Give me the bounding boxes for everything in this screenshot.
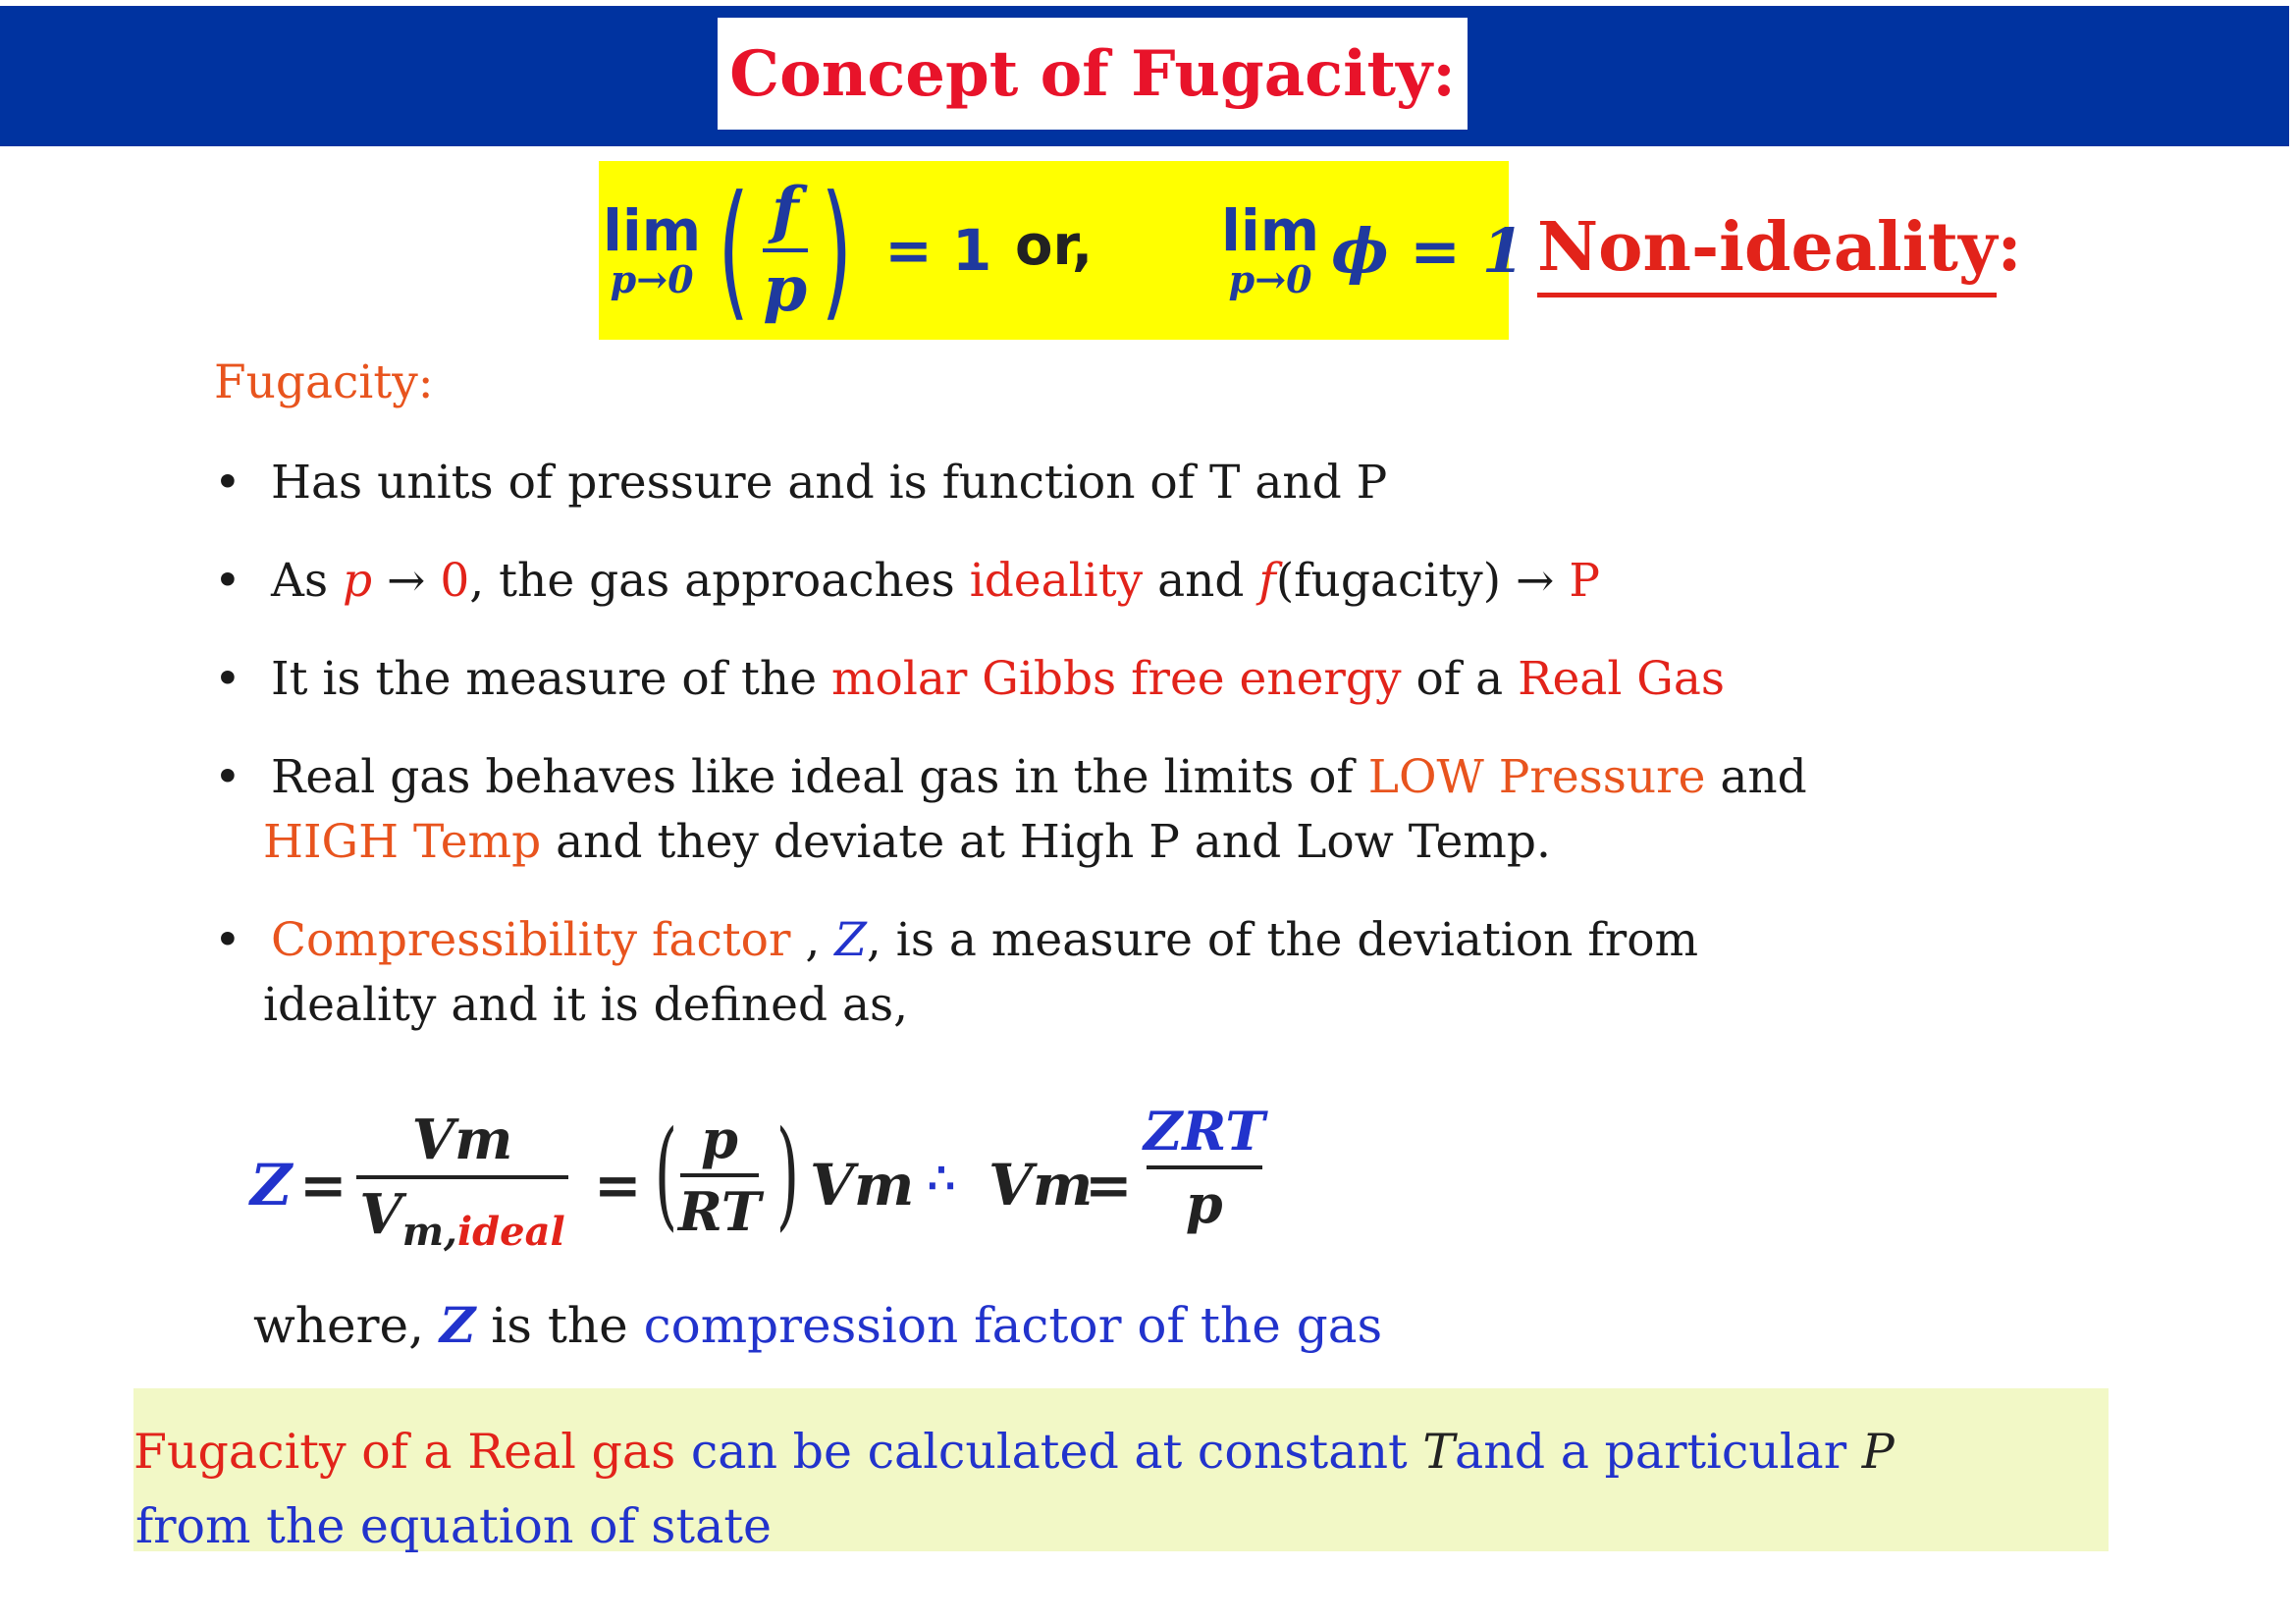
equals-one: = 1	[884, 217, 992, 284]
low-pressure-term: LOW Pressure	[1367, 750, 1706, 804]
P-symbol: P	[1861, 1424, 1895, 1480]
lim-subscript-2: p→0	[1228, 257, 1312, 301]
equals-3: =	[1085, 1152, 1133, 1218]
zero: 0	[440, 554, 470, 608]
bullet-5-continuation: ideality and it is defined as,	[263, 978, 909, 1032]
bullet-2	[214, 548, 1600, 615]
v: V	[359, 1182, 402, 1247]
frac-bar-3	[1147, 1165, 1262, 1169]
bullet-5	[214, 907, 1698, 974]
text: and a particular	[1454, 1424, 1862, 1480]
where-line	[253, 1296, 1382, 1354]
text: Real gas behaves like ideal gas in the limits of	[271, 750, 1368, 804]
bullet-1-text: Has units of pressure and is function of T and P	[271, 456, 1388, 510]
lim-word-2: lim	[1221, 197, 1320, 264]
z-symbol: Z	[439, 1296, 476, 1354]
left-paren-2: (	[654, 1107, 678, 1243]
equals: =	[299, 1152, 347, 1218]
fugacity-heading: Fugacity:	[214, 355, 434, 409]
molar-gibbs-term: molar Gibbs free energy	[830, 652, 1402, 706]
arrow: →	[372, 554, 441, 608]
non-ideality-colon: :	[1997, 208, 2022, 287]
lim-operator	[603, 197, 702, 301]
sub-ideal: ideal	[456, 1209, 565, 1256]
text: can be calculated at constant	[675, 1424, 1423, 1480]
vm-term: Vm	[810, 1152, 915, 1218]
lim-word: lim	[603, 197, 702, 264]
f-over-p	[763, 174, 808, 326]
page-title: Concept of Fugacity:	[729, 36, 1456, 111]
high-temp-term: HIGH Temp	[263, 815, 542, 869]
fugacity-real-gas-term: Fugacity of a Real gas	[133, 1424, 676, 1480]
summary-line-2: from the equation of state	[135, 1498, 773, 1554]
p-denominator: p	[1185, 1172, 1223, 1235]
text: , is a measure of the deviation from	[866, 913, 1699, 967]
title-box	[718, 18, 1468, 130]
text: and they deviate at High P and Low Temp.	[541, 815, 1551, 869]
frac-bar	[356, 1175, 568, 1179]
zrt-over-p	[1144, 1100, 1265, 1235]
limit-formula-left	[603, 165, 991, 336]
summary-line-1	[133, 1424, 1895, 1480]
non-ideality-heading	[1537, 208, 2022, 287]
real-gas-term: Real Gas	[1518, 652, 1725, 706]
bullet-dot: •	[214, 554, 241, 608]
text: where,	[253, 1297, 440, 1354]
frac-bar-2	[680, 1173, 759, 1177]
rt-denominator: RT	[678, 1180, 762, 1243]
sub-m: m,	[401, 1209, 457, 1256]
text: (fugacity) →	[1275, 554, 1570, 608]
text: and	[1705, 750, 1807, 804]
p-symbol: p	[343, 554, 373, 608]
therefore-symbol: ∴	[928, 1154, 955, 1204]
text: , the gas approaches	[469, 554, 970, 608]
compressibility-term: Compressibility factor	[271, 913, 791, 967]
vm-over-vm-ideal	[356, 1108, 568, 1256]
z-lhs: Z	[250, 1152, 293, 1218]
text: ,	[790, 913, 835, 967]
p-over-rt	[678, 1108, 762, 1243]
vm-numerator: Vm	[411, 1108, 513, 1172]
text: and	[1143, 554, 1259, 608]
or-text: or,	[1015, 214, 1094, 278]
text: It is the measure of the	[271, 652, 831, 706]
z-symbol: Z	[834, 913, 867, 967]
left-paren: (	[718, 165, 750, 336]
equals-2: =	[594, 1152, 642, 1218]
frac-denominator: p	[763, 252, 808, 326]
p-numerator: p	[701, 1108, 738, 1170]
vm-ideal-denominator	[359, 1182, 565, 1256]
bullet-dot: •	[214, 652, 241, 706]
text: of a	[1401, 652, 1519, 706]
non-ideality-word: Non-ideality	[1537, 208, 1997, 298]
P-symbol: P	[1569, 554, 1600, 608]
bullet-3	[214, 646, 1725, 713]
vm-term-2: Vm	[988, 1152, 1094, 1218]
bullet-dot: •	[214, 913, 241, 967]
text: is the	[475, 1297, 644, 1354]
phi-equals-one: ϕ = 1	[1331, 214, 1524, 287]
right-paren: )	[820, 165, 853, 336]
ideality-term: ideality	[969, 554, 1144, 608]
bullet-4-continuation	[263, 809, 1551, 876]
f-symbol: f	[1258, 554, 1276, 608]
lim-operator-2	[1221, 197, 1320, 301]
compression-factor-term: compression factor of the gas	[643, 1297, 1383, 1354]
bullet-dot: •	[214, 456, 241, 510]
text: As	[271, 554, 344, 608]
frac-numerator: f	[771, 174, 799, 247]
zrt: ZRT	[1144, 1100, 1265, 1163]
bullet-4	[214, 744, 1807, 811]
bullet-1	[214, 450, 1387, 516]
limit-formula-right	[1221, 165, 1524, 336]
lim-subscript: p→0	[610, 257, 694, 301]
right-paren-2: )	[775, 1107, 800, 1243]
zrt-numerator	[1144, 1100, 1265, 1163]
T-symbol: T	[1422, 1424, 1455, 1480]
bullet-dot: •	[214, 750, 241, 804]
